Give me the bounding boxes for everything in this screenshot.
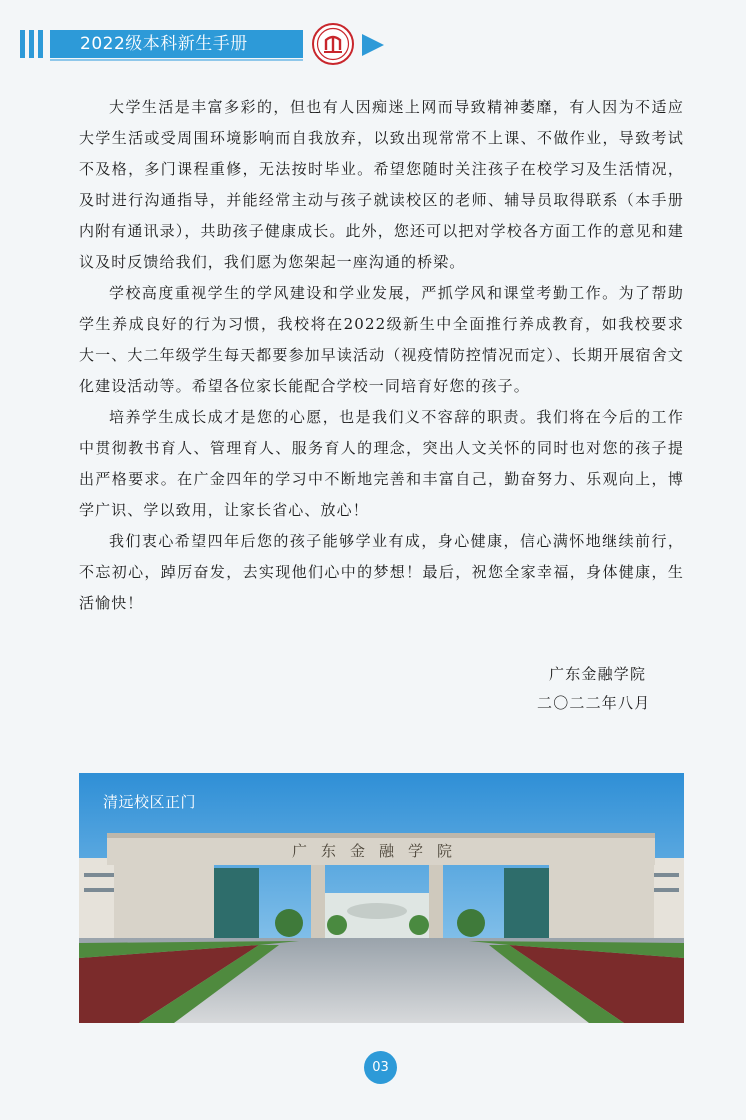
header-arrow-icon — [362, 34, 384, 56]
university-emblem-icon — [312, 23, 354, 65]
header-underline — [50, 59, 303, 61]
paragraph: 培养学生成长成才是您的心愿，也是我们义不容辞的职责。我们将在今后的工作中贯彻教书育人、管理育人、服务育人的理念，突出人文关怀的同时也对您的孩子提出严格要求。在广金四年的学习中不断地完善和丰富自己，勤奋努力、乐观向上，博学广识、学以致用，让家长省心、放心！ — [79, 408, 684, 519]
paragraph: 学校高度重视学生的学风建设和学业发展，严抓学风和课堂考勤工作。为了帮助学生养成良好的行为习惯，我校将在2022级新生中全面推行养成教育，如我校要求大一、大二年级学生每天都要参加早读活动（视疫情防控情况而定）、长期开展宿舍文化建设活动等。希望各位家长能配合学校一同培育好您的孩子。 — [79, 284, 684, 395]
paragraph: 大学生活是丰富多彩的，但也有人因痴迷上网而导致精神萎靡，有人因为不适应大学生活或受周围环境影响而自我放弃，以致出现常常不上课、不做作业，导致考试不及格，多门课程重修，无法按时毕业。希望您随时关注孩子在校学习及生活情况，及时进行沟通指导，并能经常主动与孩子就读校区的老师、辅导员取得联系（本手册内附有通讯录），共助孩子健康成长。此外，您还可以把对学校各方面工作的意见和建议及时反馈给我们，我们愿为您架起一座沟通的桥梁。 — [79, 98, 684, 271]
photo-caption: 清远校区正门 — [103, 793, 197, 811]
gate-inscription: 广东金融学院 — [291, 842, 467, 860]
signature — [537, 660, 745, 718]
page-number: 03 — [364, 1051, 397, 1084]
handbook-title: 2022级本科新生手册 — [80, 34, 248, 54]
letter-body — [79, 92, 684, 619]
signature-organization: 广东金融学院 — [549, 665, 647, 683]
paragraph: 我们衷心希望四年后您的孩子能够学业有成，身心健康，信心满怀地继续前行，不忘初心，踔厉奋发，去实现他们心中的梦想！最后，祝您全家幸福，身体健康，生活愉快！ — [79, 532, 684, 612]
signature-date: 二〇二二年八月 — [537, 694, 651, 712]
